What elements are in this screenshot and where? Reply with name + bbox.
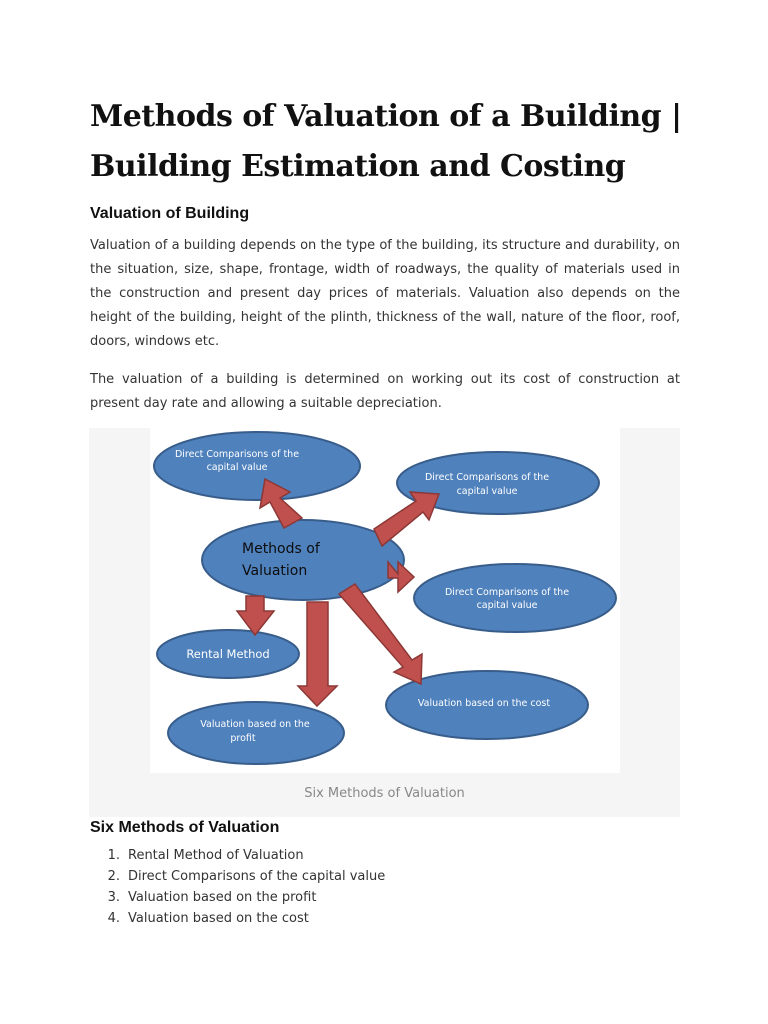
list-item [90,887,385,908]
ellipse-center [202,520,404,600]
page-title-line-1: Methods of Valuation of a Building | [90,99,682,134]
page-title-line-2: Building Estimation and Costing [90,149,626,184]
node-top-left-label-1: Direct Comparisons of the [174,449,300,460]
list-item-text: Valuation based on the cost [128,911,309,926]
arrow-to-mid-right [388,562,414,592]
arrow-to-top-right [374,492,439,546]
paragraph-valuation-factors: Valuation of a building depends on the type of the building, its structure and durability, on the situation, size, shape, frontage, width of roadways, the quality of materials used in the construction and present day prices of materials. Valuation also depends on the height of the building, height of the plinth, thickness of the wall, nature of the floor, roof, doors, windows etc. [90,238,680,349]
node-top-left-label-2: capital value [206,462,268,473]
valuation-methods-diagram [150,428,620,773]
node-top-right-label-1: Direct Comparisons of the [424,472,550,483]
node-profit-label-2: profit [230,733,256,744]
list-item-number: 4 . [90,908,120,929]
diagram-svg [150,428,620,773]
node-rental-label: Rental Method [186,647,270,661]
list-item [90,845,385,866]
node-profit-label-1: Valuation based on the [200,719,310,730]
list-item-number: 1 . [90,845,120,866]
center-label-2: Valuation [242,563,308,579]
arrow-to-profit [298,602,337,706]
arrow-to-rental [237,596,274,635]
list-item-number: 3 . [90,887,120,908]
node-cost-label: Valuation based on the cost [417,698,551,709]
ellipse-mid-right [414,564,616,632]
arrow-to-cost [339,584,422,684]
methods-list [90,845,385,929]
node-top-right-label-2: capital value [456,486,518,497]
page-title [90,92,710,192]
center-label-1: Methods of [242,541,320,557]
list-item [90,866,385,887]
paragraph-valuation-determination: The valuation of a building is determined on working out its cost of construction at present day rate and allowing a suitable depreciation. [90,372,680,411]
list-item-text: Valuation based on the profit [128,890,317,905]
section-heading-valuation-of-building: Valuation of Building [90,205,250,222]
list-item-text: Direct Comparisons of the capital value [128,869,386,884]
list-item-number: 2 . [90,866,120,887]
list-item [90,908,385,929]
section-heading-six-methods: Six Methods of Valuation [90,819,280,836]
node-mid-right-label-2: capital value [476,600,538,611]
list-item-text: Rental Method of Valuation [128,848,304,863]
node-mid-right-label-1: Direct Comparisons of the [444,587,570,598]
ellipse-profit [168,702,344,764]
figure-caption: Six Methods of Valuation [304,786,465,801]
